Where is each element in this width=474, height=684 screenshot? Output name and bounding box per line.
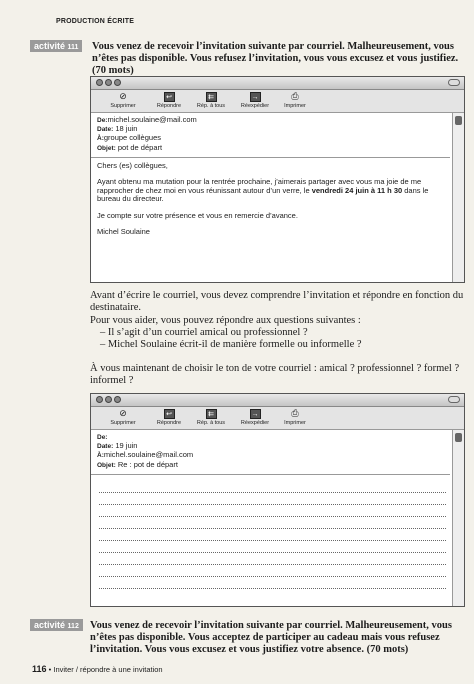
activity-number: 112	[67, 623, 79, 630]
email-window-reply	[90, 393, 465, 607]
activity-label: activité	[34, 41, 66, 51]
email-headers: De:michel.soulaine@mail.com Date: 18 juin À:groupe collègues Objet: pot de départ	[97, 115, 197, 152]
reply-button[interactable]: ↩ Répondre	[151, 408, 187, 426]
email-signature: Michel Soulaine	[97, 227, 150, 237]
activity-badge-112	[30, 619, 83, 631]
forward-icon: →	[251, 410, 259, 418]
from-value: michel.soulaine@mail.com	[107, 115, 197, 124]
print-button[interactable]: ⎙ Imprimer	[284, 91, 306, 109]
writing-line[interactable]	[99, 493, 446, 505]
email-window-received	[90, 76, 465, 283]
email-body-area	[91, 430, 464, 606]
forward-button[interactable]: → Réexpédier	[235, 91, 275, 109]
email-body-area	[91, 113, 464, 282]
to-value: groupe collègues	[103, 133, 161, 143]
page-number: 116	[32, 664, 47, 674]
bullet: •	[48, 665, 52, 674]
activity-111-instruction: Vous venez de recevoir l’invitation suivante par courriel. Malheureusement, vous n’êtes pas disponible. Vous refusez l’invitation, vous vous excusez et vous justifiez. (70 mots)	[92, 41, 459, 76]
window-titlebar	[91, 394, 464, 407]
reply-all-icon: ⇇	[205, 408, 217, 419]
scroll-thumb[interactable]	[455, 116, 462, 125]
question-1: – Il s’agit d’un courriel amical ou professionnel ?	[100, 327, 308, 338]
reply-all-icon: ⇇	[205, 91, 217, 102]
writing-line[interactable]	[99, 553, 446, 565]
writing-line[interactable]	[99, 529, 446, 541]
toolbar-toggle-icon[interactable]	[448, 396, 460, 403]
minimize-icon[interactable]	[105, 396, 112, 403]
activity-number: 111	[67, 44, 79, 51]
scroll-thumb[interactable]	[455, 433, 462, 442]
window-titlebar	[91, 77, 464, 90]
question-2: – Michel Soulaine écrit-il de manière formelle ou informelle ?	[100, 339, 362, 350]
print-button[interactable]: ⎙ Imprimer	[284, 408, 306, 426]
delete-button[interactable]: ⊘ Supprimer	[110, 408, 136, 426]
scrollbar[interactable]	[452, 113, 464, 282]
email-closing: Je compte sur votre présence et vous en remercie d’avance.	[97, 210, 298, 220]
scrollbar[interactable]	[452, 430, 464, 606]
date-value: 18 juin	[115, 124, 138, 134]
section-header: PRODUCTION ÉCRITE	[56, 18, 135, 25]
printer-icon: ⎙	[291, 91, 299, 101]
date-value: 19 juin	[115, 441, 138, 451]
reply-icon: ↩	[163, 91, 175, 102]
reply-writing-area[interactable]	[91, 475, 464, 589]
instructions-paragraph-1: Avant d’écrire le courriel, vous devez comprendre l’invitation et répondre en fonction du destinataire.	[90, 290, 464, 313]
to-value: michel.soulaine@mail.com	[103, 450, 194, 460]
no-entry-icon: ⊘	[119, 91, 127, 101]
subject-value: Re : pot de départ	[117, 459, 178, 469]
email-greeting: Chers (es) collègues,	[97, 160, 168, 170]
email-message	[91, 158, 464, 237]
printer-icon: ⎙	[291, 408, 299, 418]
forward-button[interactable]: → Réexpédier	[235, 408, 275, 426]
email-headers: De: Date: 19 juin À:michel.soulaine@mail.com Objet: Re : pot de départ	[97, 434, 194, 469]
activity-badge-111	[30, 40, 82, 52]
email-paragraph: Ayant obtenu ma mutation pour la rentrée prochaine, j’aimerais partager avec vous ma joie de me rapprocher de chez moi en vous réunissant autour d’un verre, le vendredi 24 juin à 11 h 30 dans le bureau du directeur.	[97, 177, 429, 204]
activity-112-instruction: Vous venez de recevoir l’invitation suivante par courriel. Malheureusement, vous n’êtes pas disponible. Vous acceptez de participer au cadeau mais vous refusez l’invitation. Vous vous excusez et vous justifiez votre absence. (70 mots)	[90, 620, 452, 655]
mail-toolbar	[91, 90, 464, 113]
toolbar-toggle-icon[interactable]	[448, 79, 460, 86]
writing-line[interactable]	[99, 505, 446, 517]
instructions-paragraph-3: À vous maintenant de choisir le ton de votre courriel : amical ? professionnel ? formel ? informel ?	[90, 363, 460, 386]
writing-line[interactable]	[99, 541, 446, 553]
writing-line[interactable]	[99, 577, 446, 589]
delete-button[interactable]: ⊘ Supprimer	[110, 91, 136, 109]
close-icon[interactable]	[96, 396, 103, 403]
activity-label: activité	[34, 620, 66, 630]
reply-all-button[interactable]: ⇇ Rép. à tous	[191, 408, 231, 426]
reply-all-button[interactable]: ⇇ Rép. à tous	[191, 91, 231, 109]
writing-line[interactable]	[99, 565, 446, 577]
zoom-icon[interactable]	[114, 79, 121, 86]
instructions-paragraph-2: Pour vous aider, vous pouvez répondre aux questions suivantes :	[90, 315, 361, 326]
forward-icon: →	[251, 93, 259, 101]
reply-icon: ↩	[163, 408, 175, 419]
close-icon[interactable]	[96, 79, 103, 86]
writing-line[interactable]	[99, 517, 446, 529]
mail-toolbar	[91, 407, 464, 430]
minimize-icon[interactable]	[105, 79, 112, 86]
no-entry-icon: ⊘	[119, 408, 127, 418]
page-footer	[32, 664, 163, 674]
writing-line[interactable]	[99, 481, 446, 493]
reply-button[interactable]: ↩ Répondre	[151, 91, 187, 109]
subject-value: pot de départ	[117, 142, 163, 152]
zoom-icon[interactable]	[114, 396, 121, 403]
footer-text: Inviter / répondre à une invitation	[53, 665, 163, 674]
